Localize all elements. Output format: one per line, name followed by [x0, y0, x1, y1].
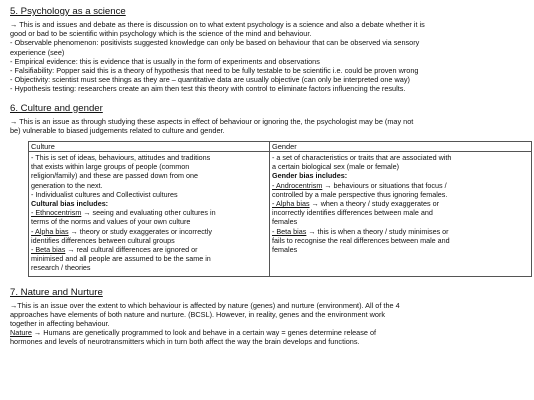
s5-line: - Empirical evidence: this is evidence that is usually in the form of experiments and observations [10, 56, 320, 66]
s5-line: good or bad to be scientific within psychology which is the science of the mind and behaviour. [10, 29, 312, 39]
section-6-heading: 6. Culture and gender [10, 102, 103, 114]
nature-term: Nature [10, 328, 32, 338]
s5-line: - Falsifiability: Popper said this is a theory of hypothesis that need to be fully testable to be scientific i.e. could be proven wrong [10, 66, 419, 76]
section-7-heading: 7. Nature and Nurture [10, 286, 103, 298]
culture-intro-line: that exists within large groups of people (common [31, 162, 190, 172]
culture-intro-line: generation to the next. [31, 180, 103, 190]
culture-alpha-bias-def-cont: identifies differences between cultural groups [31, 235, 175, 245]
gender-alpha-bias-def: → when a theory / study exaggerates or [309, 199, 440, 209]
nature-def-cont: hormones and levels of neurotransmitters which in turn both affect the way the brain develops and functions. [10, 337, 360, 347]
ethnocentrism-term: - Ethnocentrism [31, 208, 82, 218]
section-5-heading: 5. Psychology as a science [10, 6, 126, 17]
culture-alpha-bias-def: → theory or study exaggerates or incorrectly [68, 226, 212, 236]
nature-def: → Humans are genetically programmed to look and behave in a certain way = genes determine release of [31, 328, 377, 338]
gender-intro-line: - a set of characteristics or traits that are associated with [272, 153, 452, 163]
culture-cell [29, 152, 270, 277]
section-6-body [10, 117, 526, 135]
culture-gender-table [28, 141, 532, 277]
androcentrism-term: - Androcentrism [272, 180, 323, 190]
s5-line: → This is and issues and debate as there is discussion on to what extent psychology is a science and also a debate whether it is [10, 20, 425, 29]
gender-alpha-bias-term: - Alpha bias [272, 199, 310, 209]
s7-line: together in affecting behaviour. [10, 319, 110, 329]
cultural-bias-heading: Cultural bias includes: [31, 199, 109, 209]
gender-bias-heading: Gender bias includes: [272, 171, 348, 181]
culture-intro-line: religion/family) and these are passed down from one [31, 171, 199, 181]
s7-line: approaches have elements of both nature and nurture. (BCSL). However, in reality, genes and the environment work [10, 309, 386, 319]
gender-beta-bias-term: - Beta bias [272, 226, 307, 236]
androcentrism-def: → behaviours or situations that focus / [322, 180, 447, 190]
gender-cell [270, 152, 532, 277]
s7-line: →This is an issue over the extent to which behaviour is affected by nature (genes) and nurture (environment). All of the 4 [10, 300, 400, 310]
s6-line: → This is an issue as through studying these aspects in effect of behaviour or ignoring the, the psychologist may be (may not [10, 116, 414, 126]
gender-alpha-bias-def-cont: females [272, 217, 298, 227]
s6-line: be) vulnerable to biased judgements related to culture and gender. [10, 125, 225, 135]
table-header-culture: Culture [29, 142, 270, 152]
culture-beta-bias-def-cont: minimised and all people are assumed to be the same in [31, 254, 211, 264]
s5-line: - Hypothesis testing: researchers create an aim then test this theory with control to eliminate factors influencing the results. [10, 84, 406, 94]
ethnocentrism-def-cont: terms of the norms and values of your own culture [31, 217, 191, 227]
gender-beta-bias-def: → this is when a theory / study minimises or [306, 226, 449, 236]
culture-intro-line: - This is set of ideas, behaviours, attitudes and traditions [31, 153, 211, 163]
androcentrism-def-cont: controlled by a male perspective thus ignoring females. [272, 189, 448, 199]
ethnocentrism-def: → seeing and evaluating other cultures in [81, 208, 216, 218]
table-header-gender: Gender [270, 142, 532, 152]
gender-beta-bias-def-cont: fails to recognise the real differences between male and [272, 235, 450, 245]
culture-alpha-bias-term: - Alpha bias [31, 226, 69, 236]
gender-alpha-bias-def-cont: incorrectly identifies differences between male and [272, 208, 433, 218]
section-7-body [10, 301, 526, 347]
s5-line: experience (see) [10, 47, 65, 57]
gender-intro-line: a certain biological sex (male or female) [272, 162, 400, 172]
s5-line: - Observable phenomenon: positivists suggested knowledge can only be based on behaviour that can be observed via sensory [10, 38, 420, 48]
culture-beta-bias-def: → real cultural differences are ignored or [65, 245, 198, 255]
culture-beta-bias-def-cont: research / theories [31, 263, 91, 273]
culture-beta-bias-term: - Beta bias [31, 245, 66, 255]
gender-beta-bias-def-cont: females [272, 245, 298, 255]
culture-intro-line: - Individualist cultures and Collectivist cultures [31, 189, 178, 199]
section-5-body [10, 20, 526, 94]
s5-line: - Objectivity: scientist must see things as they are – quantitative data are usually objective (can only be interpreted one way) [10, 75, 410, 85]
